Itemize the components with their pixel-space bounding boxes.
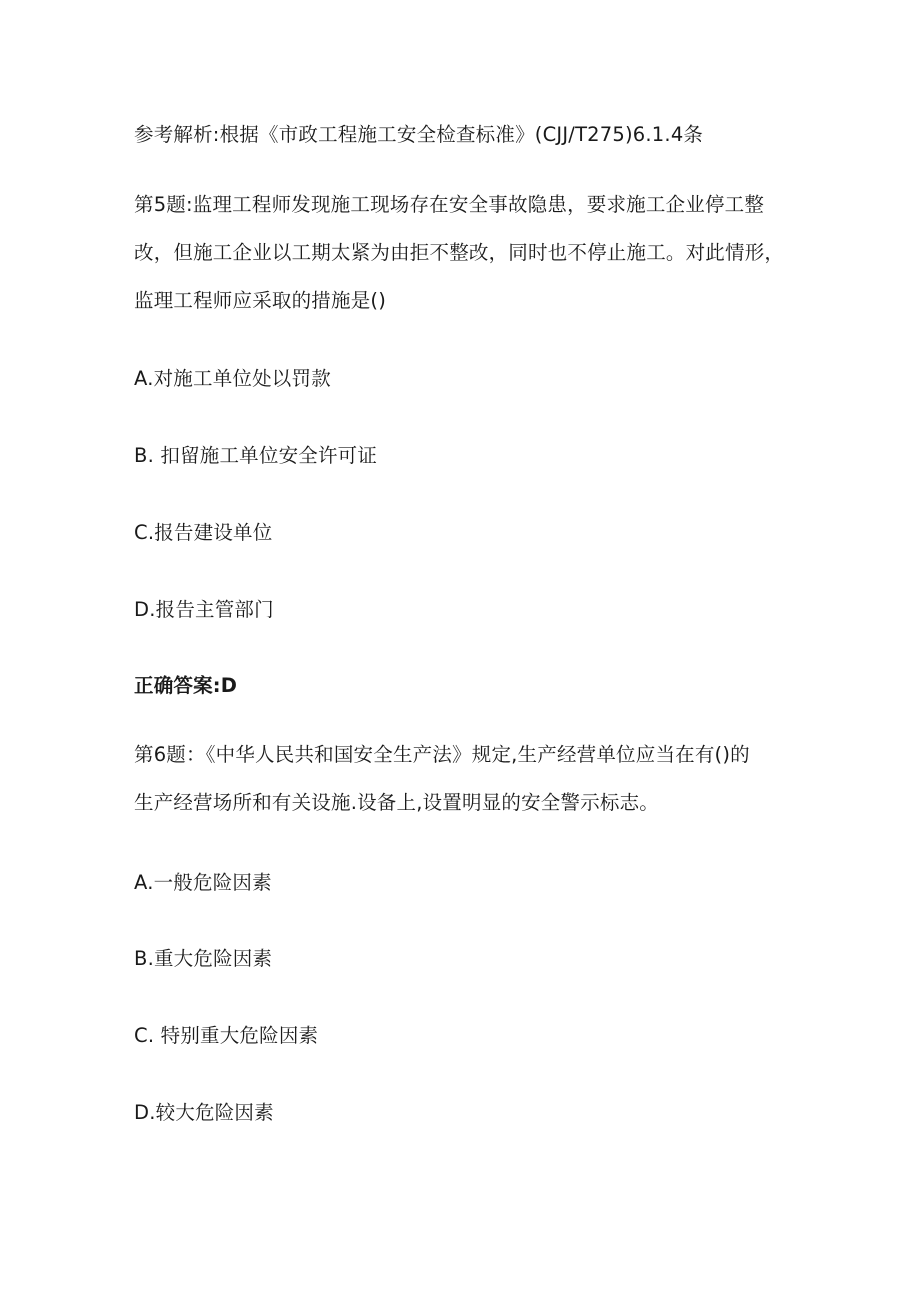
question-5-option-d: D.报告主管部门 [134,598,274,621]
question-6-option-a: A.一般危险因素 [134,871,272,894]
question-5-option-b: B. 扣留施工单位安全许可证 [134,444,378,467]
question-5-answer: 正确答案:D [134,674,238,697]
reference-analysis: 参考解析:根据《市政工程施工安全检查标准》(CJJ/T275)6.1.4条 [134,123,704,146]
question-6-option-b: B.重大危险因素 [134,947,273,970]
question-6-text-line-2: 生产经营场所和有关设施.设备上,设置明显的安全警示标志。 [134,791,659,814]
question-6-text-line-1: 第6题：《中华人民共和国安全生产法》规定,生产经营单位应当在有()的 [134,743,750,766]
question-6-option-c: C. 特别重大危险因素 [134,1024,319,1047]
question-5-option-a: A.对施工单位处以罚款 [134,367,331,390]
question-6-option-d: D.较大危险因素 [134,1101,274,1124]
question-5-text-line-3: 监理工程师应采取的措施是() [134,289,387,312]
question-5-option-c: C.报告建设单位 [134,521,273,544]
question-5-text-line-1: 第5题:监理工程师发现施工现场存在安全事故隐患，要求施工企业停工整 [134,193,765,216]
question-5-text-line-2: 改，但施工企业以工期太紧为由拒不整改，同时也不停止施工。对此情形， [134,241,785,264]
